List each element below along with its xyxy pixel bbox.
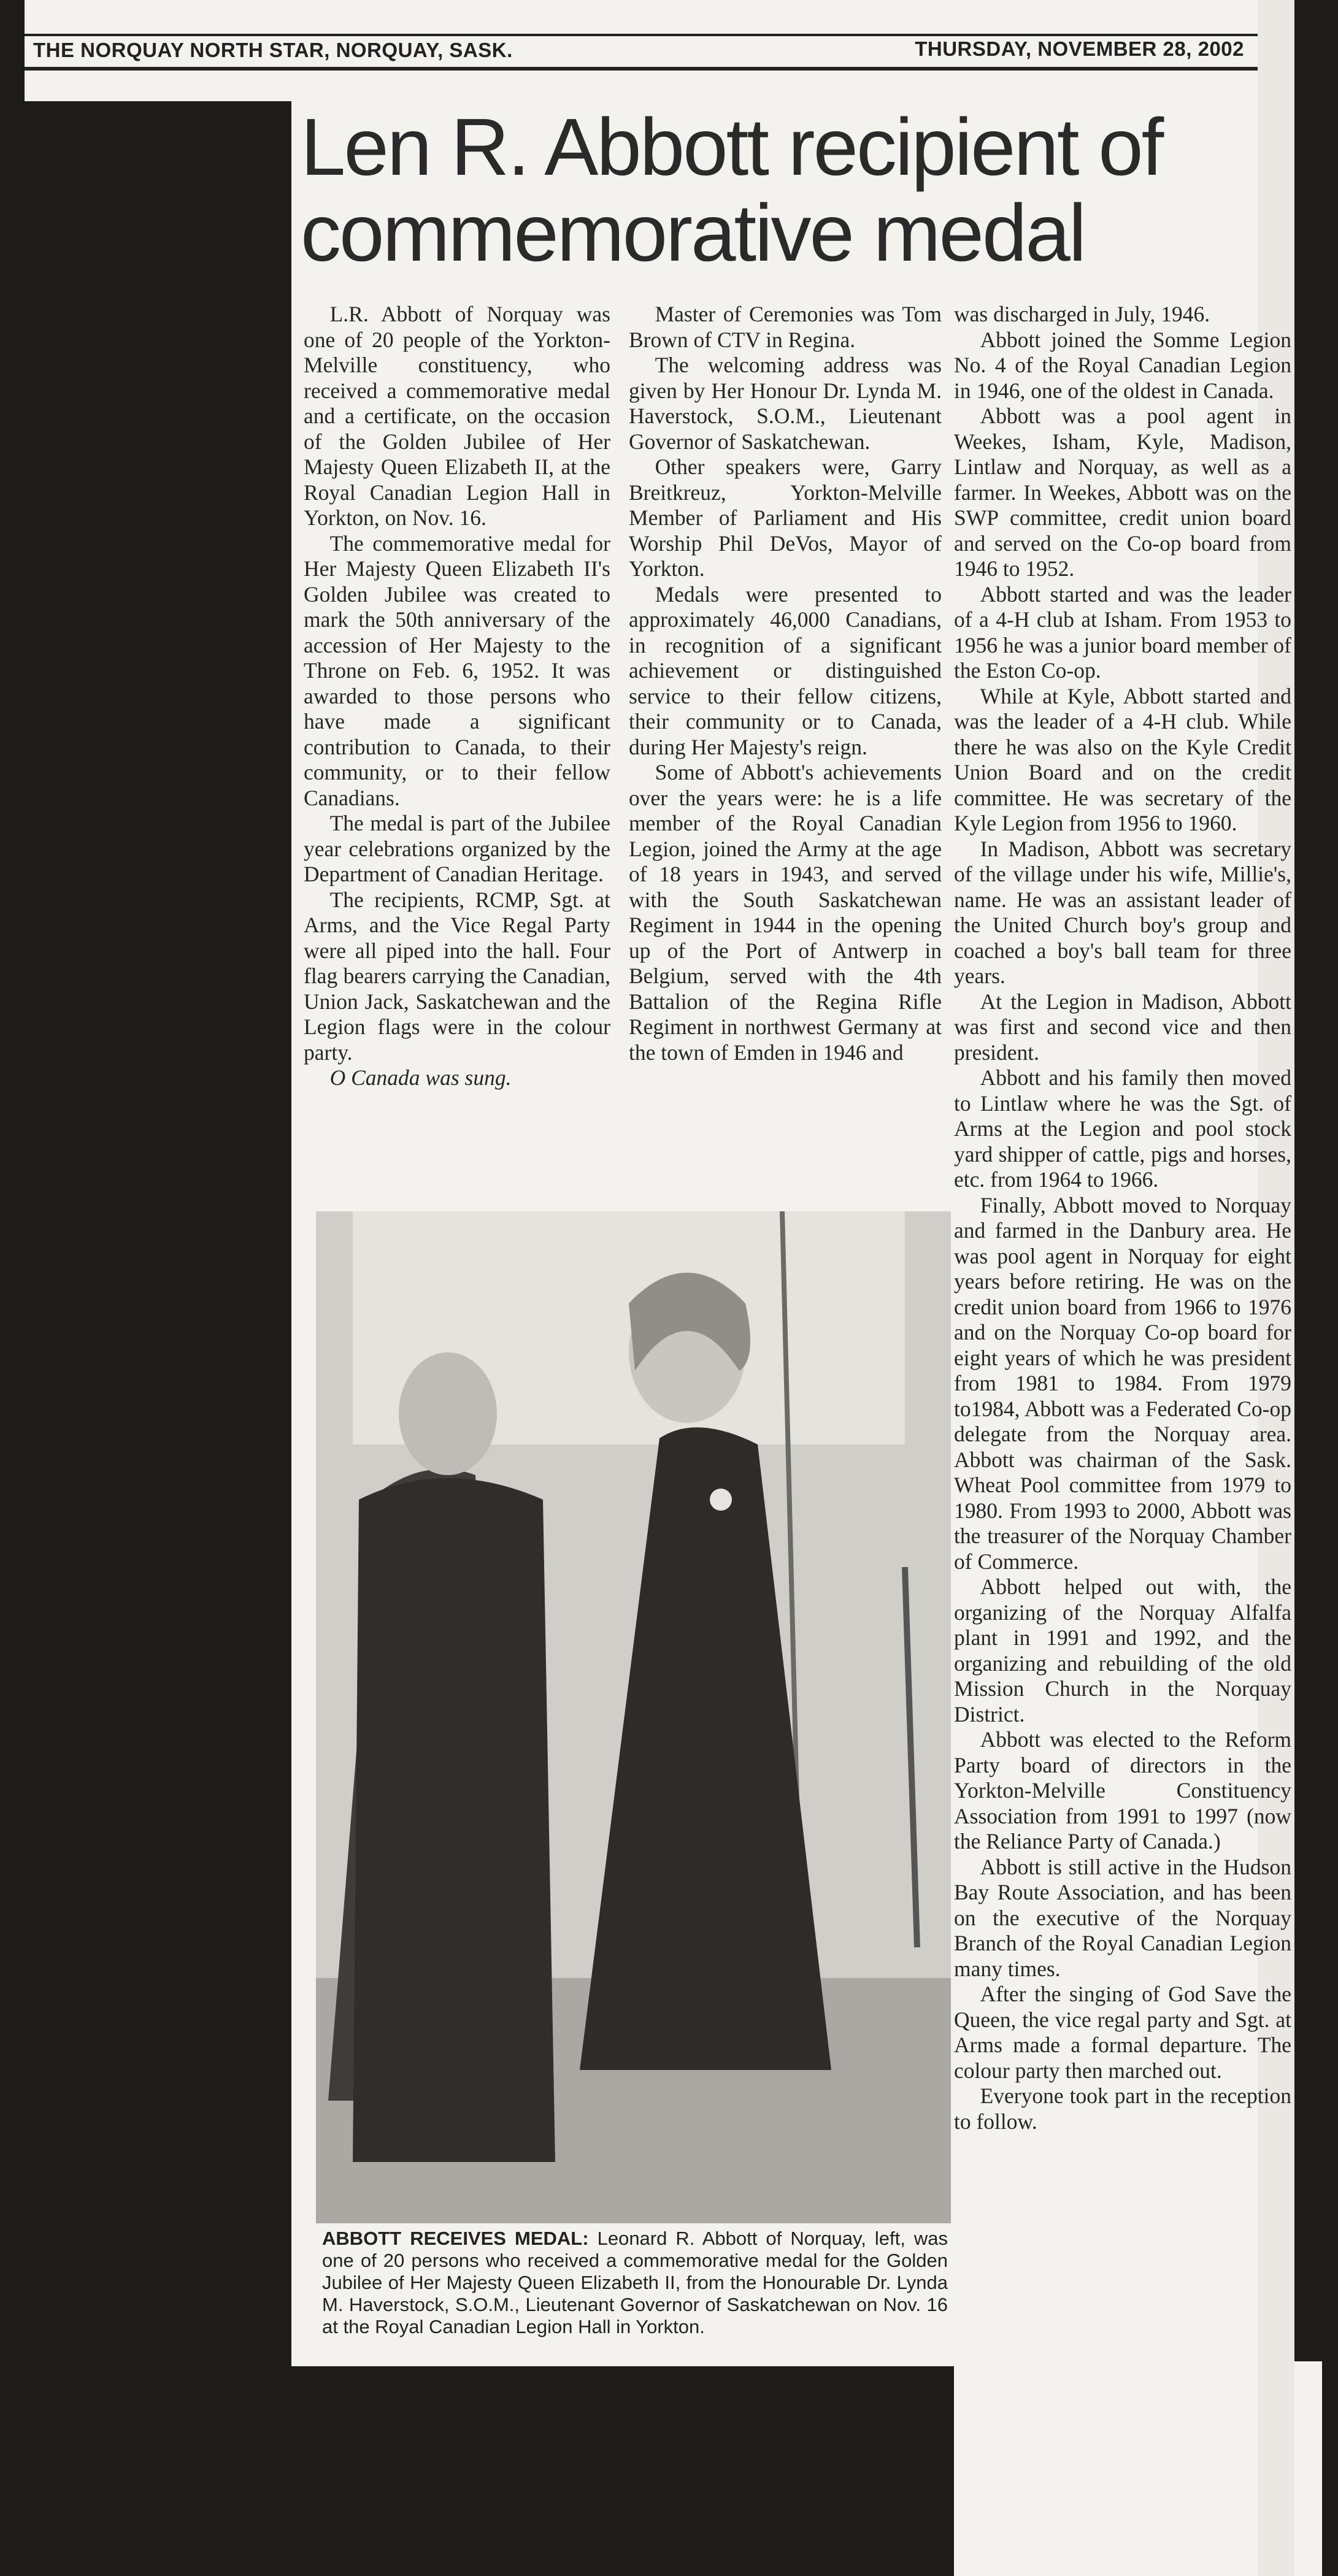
caption-heading: ABBOTT RECEIVES MEDAL:	[322, 2228, 589, 2249]
paragraph: Abbott was elected to the Reform Party board of directors in the Yorkton-Melville Constituency Association from 1991 to 1997 (now the Reliance Party of Canada.)	[954, 1727, 1291, 1853]
masthead	[25, 34, 1258, 71]
paragraph: Abbott started and was the leader of a 4-H club at Isham. From 1953 to 1956 he was a junior board member of the Eston Co-op.	[954, 581, 1291, 683]
paragraph: At the Legion in Madison, Abbott was first and second vice and then president.	[954, 989, 1291, 1065]
paragraph: While at Kyle, Abbott started and was the leader of a 4-H club. While there he was also on the Kyle Credit Union Board and on the credit committee. He was secretary of the Kyle Legion from 1956 to 1960.	[954, 683, 1291, 835]
paragraph: Finally, Abbott moved to Norquay and farmed in the Danbury area. He was pool agent in Norquay for eight years before retiring. He was on the credit union board from 1966 to 1976 and on the Norquay Co-op board for eight years of which he was president from 1981 to 1984. From 1979 to1984, Abbott was a Federated Co-op delegate from the Norquay area. Abbott was chairman of the Sask. Wheat Pool committee from 1979 to 1980. From 1993 to 2000, Abbott was the treasurer of the Norquay Chamber of Commerce.	[954, 1192, 1291, 1574]
paragraph: Master of Ceremonies was Tom Brown of CTV in Regina.	[629, 302, 942, 352]
paragraph: Other speakers were, Garry Breitkreuz, Yorkton-Melville Member of Parliament and His Worship Phil DeVos, Mayor of Yorkton.	[629, 454, 942, 581]
caption-text: Leonard R. Abbott of Norquay, left, was one of 20 persons who received a commemorative medal for the Golden Jubilee of Her Majesty Queen Elizabeth II, from the Honourable Dr. Lynda M. Haverstock, S.O.M., Lieutenant Governor of Saskatchewan on Nov. 16 at the Royal Canadian Legion Hall in Yorkton.	[322, 2228, 948, 2337]
issue-date: THURSDAY, NOVEMBER 28, 2002	[915, 37, 1244, 60]
paragraph: The recipients, RCMP, Sgt. at Arms, and the Vice Regal Party were all piped into the hall. Four flag bearers carrying the Canadian, Union Jack, Saskatchewan and the Legion flags were in the colour party.	[304, 887, 610, 1065]
paragraph: Abbott helped out with, the organizing of the Norquay Alfalfa plant in 1991 and 1992, and the organizing and rebuilding of the old Mission Church in the Norquay District.	[954, 1574, 1291, 1727]
paragraph: Abbott is still active in the Hudson Bay Route Association, and has been on the executive of the Norquay Branch of the Royal Canadian Legion many times.	[954, 1854, 1291, 1981]
paragraph: Everyone took part in the reception to follow.	[954, 2083, 1291, 2134]
paragraph: The welcoming address was given by Her Honour Dr. Lynda M. Haverstock, S.O.M., Lieutenant Governor of Saskatchewan.	[629, 353, 942, 454]
paragraph: was discharged in July, 1946.	[954, 302, 1210, 326]
paragraph: Abbott and his family then moved to Lintlaw where he was the Sgt. of Arms at the Legion and pool stock yard shipper of cattle, pigs and horses, etc. from 1964 to 1966.	[954, 1065, 1291, 1192]
paragraph: The medal is part of the Jubilee year celebrations organized by the Department of Canadian Heritage.	[304, 811, 610, 886]
article-column-2	[629, 302, 942, 1065]
paragraph: After the singing of God Save the Queen, the vice regal party and Sgt. at Arms made a formal departure. The colour party then marched out.	[954, 1982, 1291, 2083]
paper-name: THE NORQUAY NORTH STAR, NORQUAY, SASK.	[33, 39, 513, 61]
paragraph: Medals were presented to approximately 46,000 Canadians, in recognition of a significant achievement or distinguished service to their fellow citizens, their community or to Canada, during Her Majesty's reign.	[629, 581, 942, 759]
article-column-1	[304, 302, 610, 1091]
paragraph: In Madison, Abbott was secretary of the village under his wife, Millie's, name. He was an assistant leader of the United Church boy's group and coached a boy's ball team for three years.	[954, 836, 1291, 988]
paragraph: The commemorative medal for Her Majesty Queen Elizabeth II's Golden Jubilee was created to mark the 50th anniversary of the accession of Her Majesty to the Throne on Feb. 6, 1952. It was awarded to those persons who have made a significant contribution to Canada, to their community, or to their fellow Canadians.	[304, 531, 610, 810]
paragraph: Abbott joined the Somme Legion No. 4 of the Royal Canadian Legion in 1946, one of the oldest in Canada.	[954, 327, 1291, 403]
paragraph: Some of Abbott's achievements over the years were: he is a life member of the Royal Canadian Legion, joined the Army at the age of 18 years in 1943, and served with the South Saskatchewan Regiment in 1944 in the opening up of the Port of Antwerp in Belgium, served with the 4th Battalion of the Regina Rifle Regiment in northwest Germany at the town of Emden in 1946 and	[629, 760, 942, 1065]
paragraph: Abbott was a pool agent in Weekes, Isham, Kyle, Madison, Lintlaw and Norquay, as well as a farmer. In Weekes, Abbott was on the SWP committee, credit union board and served on the Co-op board from 1946 to 1952.	[954, 404, 1291, 581]
paragraph: O Canada was sung.	[329, 1065, 512, 1090]
article-headline: Len R. Abbott recipient of commemorative medal	[301, 102, 1163, 278]
photo-illustration	[316, 1211, 951, 2223]
photo-caption	[322, 2228, 948, 2338]
article-column-3	[954, 302, 1291, 2134]
article-photo	[316, 1211, 951, 2223]
paragraph: L.R. Abbott of Norquay was one of 20 people of the Yorkton-Melville constituency, who received a commemorative medal and a certificate, on the occasion of the Golden Jubilee of Her Majesty Queen Elizabeth II, at the Royal Canadian Legion Hall in Yorkton, on Nov. 16.	[304, 302, 610, 530]
